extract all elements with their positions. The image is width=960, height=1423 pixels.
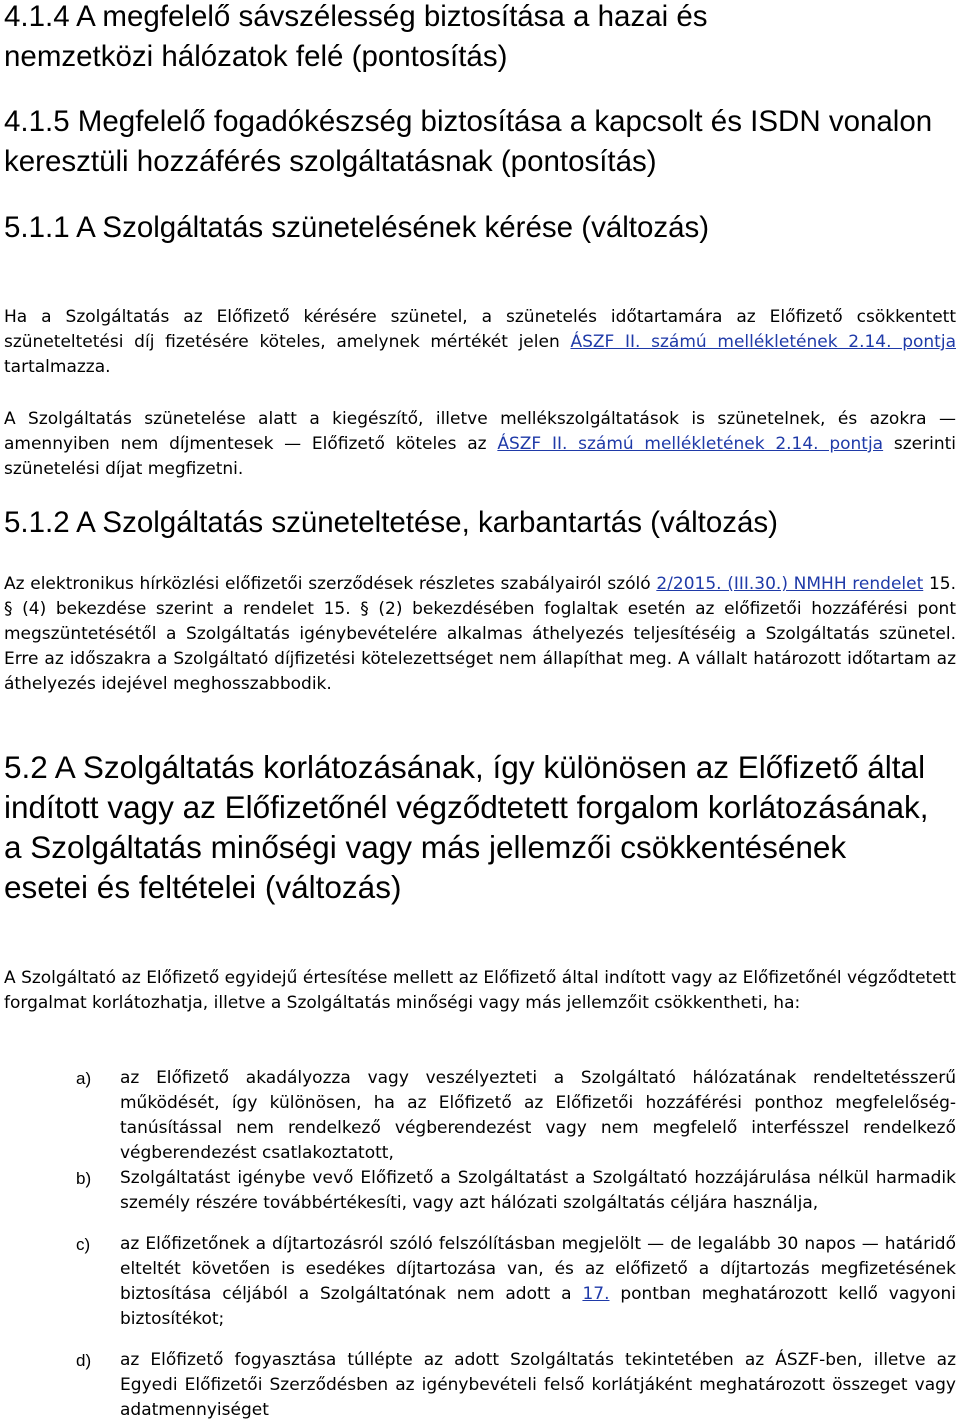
paragraph-restriction-intro: A Szolgáltató az Előfizető egyidejű értesítése mellett az Előfizető által indított vagy az Előfizetőnél végződtetett forgalmat korlátozhatja, illetve a Szolgáltatás minőségi vagy más jellemzőit csökkentheti, ha: <box>4 968 956 1013</box>
heading-5-1-1: 5.1.1 A Szolgáltatás szünetelésének kérése (változás) <box>4 211 710 244</box>
paragraph-text: szerinti szünetelési díjat megfizetni. <box>4 434 956 479</box>
list-marker: c) <box>76 1235 91 1254</box>
paragraph-text: tartalmazza. <box>4 357 111 377</box>
list-item-text: Szolgáltatást igénybe vevő Előfizető a Szolgáltatást a Szolgáltató hozzájárulása nélkül harmadik személy részére továbbértékesíti, vagy azt hálózati szolgáltatás céljára használja, <box>120 1168 956 1213</box>
paragraph-text: A Szolgáltatás szünetelése alatt a kiegészítő, illetve mellékszolgáltatások is szünetelnek, és azokra — amennyiben nem díjmentesek — Előfizető köteles az <box>4 409 956 454</box>
aszf-annex-link[interactable]: ÁSZF II. számú mellékletének 2.14. pontja <box>497 434 884 454</box>
paragraph-text: Ha a Szolgáltatás az Előfizető kérésére szünetel, a szünetelés időtartamára az Előfizető csökkentett szüneteltetési díj fizetésére köteles, amelynek mértékét jelen <box>4 307 956 352</box>
list-marker: a) <box>76 1069 92 1088</box>
list-item <box>4 1348 956 1423</box>
list-item <box>4 1166 956 1216</box>
list-marker: d) <box>76 1351 92 1370</box>
list-item-text: az Előfizető fogyasztása túllépte az adott Szolgáltatás tekintetében az ÁSZF-ben, illetve az Egyedi Előfizetői Szerződésben az igénybevételi felső korlátjáként meghatározott összeget vagy adatmennyiséget <box>120 1350 956 1420</box>
point-17-link[interactable]: 17. <box>582 1284 610 1304</box>
list-item <box>4 1066 956 1166</box>
paragraph-maintenance <box>4 572 956 697</box>
list-item-text: az Előfizető akadályozza vagy veszélyezteti a Szolgáltató hálózatának rendeltetésszerű működését, így különösen, ha az Előfizető az Előfizetői hozzáférési ponthoz megfelelőség-tanúsítással nem rendelkező végberendezést vagy nem megfelelő interfésszel rendelkező végberendezést csatlakoztatott, <box>120 1068 956 1163</box>
aszf-annex-link[interactable]: ÁSZF II. számú mellékletének 2.14. pontja <box>570 332 956 352</box>
list-item-text-part: az Előfizetőnek a díjtartozásról szóló felszólításban megjelölt — de legalább 30 napos — határidő elteltét követően is esedékes díjtartozása van, és az előfizető a díjtartozás megfizetésének biztosítása céljából a Szolgáltatónak nem adott a <box>120 1234 956 1304</box>
list-marker: b) <box>76 1169 92 1188</box>
heading-5-2: 5.2 A Szolgáltatás korlátozásának, így különösen az Előfizető által indított vagy az Előfizetőnél végződtetett forgalom korlátozásának, a Szolgáltatás minőségi vagy más jellemzői csökkentésének esetei és feltételei (változás) <box>4 749 929 905</box>
list-item <box>4 1232 956 1332</box>
heading-5-1-2: 5.1.2 A Szolgáltatás szüneteltetése, karbantartás (változás) <box>4 506 779 539</box>
paragraph-supplementary-services <box>4 407 956 482</box>
list-item-text-part: pontban meghatározott kellő vagyoni biztosítékot; <box>120 1284 956 1329</box>
list-item-text <box>120 1232 956 1332</box>
paragraph-text: 15. § (4) bekezdése szerint a rendelet 15. § (2) bekezdésében foglaltak esetén az előfizetői hozzáférési pont megszüntetésétől a Szolgáltatás igénybevételére alkalmas áthelyezés teljesítéséig a Szolgáltatás szünetel. Erre az időszakra a Szolgáltató díjfizetési kötelezettséget nem állapíthat meg. A vállalt határozott időtartam az áthelyezés idejével meghosszabbodik. <box>4 574 956 694</box>
paragraph-text: Az elektronikus hírközlési előfizetői szerződések részletes szabályairól szóló <box>4 574 657 594</box>
nmhh-decree-link[interactable]: 2/2015. (III.30.) NMHH rendelet <box>656 574 924 594</box>
heading-4-1-5: 4.1.5 Megfelelő fogadókészség biztosítása a kapcsolt és ISDN vonalon keresztüli hozzáférés szolgáltatásnak (pontosítás) <box>4 105 933 178</box>
restriction-conditions-list <box>4 1066 956 1423</box>
paragraph-suspension-fee <box>4 305 956 380</box>
heading-4-1-4: 4.1.4 A megfelelő sávszélesség biztosítása a hazai és nemzetközi hálózatok felé (pontosítás) <box>4 0 708 73</box>
